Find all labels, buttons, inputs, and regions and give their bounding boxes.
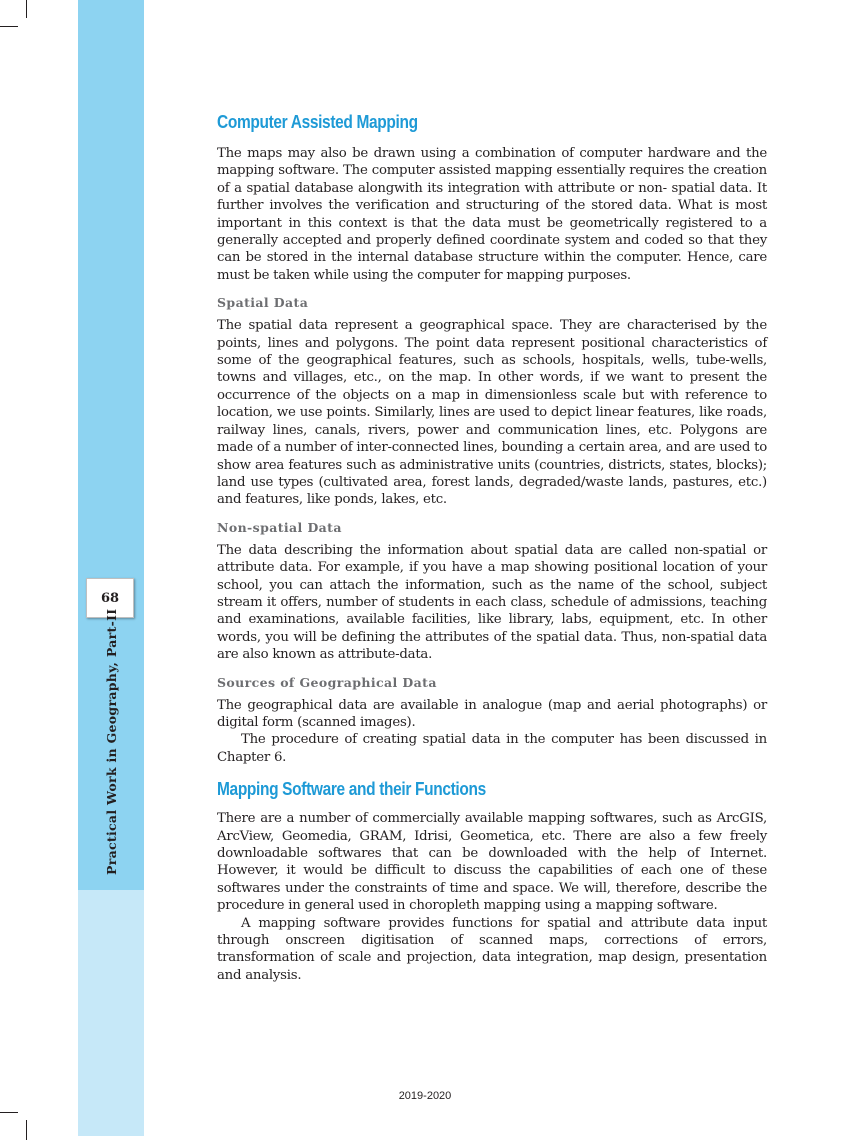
page-number: 68	[86, 578, 134, 618]
paragraph-mapping-software-2: A mapping software provides functions for spatial and attribute data input through onscreen digitisation of scanned maps, corrections of errors, transformation of scale and projection, data integration, map design, presentation and analysis.	[217, 915, 767, 983]
spine-book-title: Practical Work in Geography, Part-II	[104, 608, 119, 875]
crop-mark-bottom-vertical	[26, 1120, 27, 1140]
crop-mark-top-horizontal	[0, 26, 18, 27]
paragraph-computer-assisted-mapping: The maps may also be drawn using a combination of computer hardware and the mapping software. The computer assisted mapping essentially requires the creation of a spatial database alongwith its integration with attribute or non- spatial data. It further involves the verification and structuring of the stored data. What is most important in this context is that the data must be geometrically registered to a generally accepted and properly defined coordinate system and coded so that they can be stored in the internal database structure within the computer. Hence, care must be taken while using the computer for mapping purposes.	[217, 146, 767, 283]
paragraph-spatial-data: The spatial data represent a geographical space. They are characterised by the points, lines and polygons. The point data represent positional characteristics of some of the geographical features, such as schools, hospitals, wells, tube-wells, towns and villages, etc., on the map. In other words, if we want to present the occurrence of the objects on a map in dimensionless scale but with reference to location, we use points. Similarly, lines are used to depict linear features, like roads, railway lines, canals, rivers, power and communication lines, etc. Polygons are made of a number of inter-connected lines, bounding a certain area, and are used to show area features such as administrative units (countries, districts, states, blocks); land use types (cultivated area, forest lands, degraded/waste lands, pastures, etc.) and features, like ponds, lakes, etc.	[217, 318, 767, 508]
subheading-sources-of-geographical-data: Sources of Geographical Data	[217, 674, 437, 690]
subheading-non-spatial-data: Non-spatial Data	[217, 519, 342, 535]
crop-mark-bottom-horizontal	[0, 1112, 18, 1113]
paragraph-sources-2: The procedure of creating spatial data in the computer has been discussed in Chapter 6.	[217, 732, 767, 765]
paragraph-non-spatial-data: The data describing the information about spatial data are called non-spatial or attribute data. For example, if you have a map showing positional location of your school, you can attach the information, such as the name of the school, subject stream it offers, number of students in each class, schedule of admissions, teaching and examinations, available facilities, like library, labs, equipment, etc. In other words, you will be defining the attributes of the spatial data. Thus, non-spatial data are also known as attribute-data.	[217, 542, 767, 663]
crop-mark-top-vertical	[26, 0, 27, 18]
paragraph-mapping-software-1: There are a number of commercially available mapping softwares, such as ArcGIS, ArcView, Geomedia, GRAM, Idrisi, Geometica, etc. There are also a few freely downloadable softwares that can be downloaded with the help of Internet. However, it would be difficult to discuss the capabilities of each one of these softwares under the constraints of time and space. We will, therefore, describe the procedure in general used in choropleth mapping using a mapping software.	[217, 811, 767, 914]
paragraph-sources-1: The geographical data are available in analogue (map and aerial photographs) or digital form (scanned images).	[217, 697, 767, 730]
footer-year: 2019-2020	[398, 1090, 452, 1102]
subheading-spatial-data: Spatial Data	[217, 295, 309, 311]
heading-mapping-software: Mapping Software and their Functions	[217, 779, 486, 800]
main-content	[217, 112, 767, 984]
heading-computer-assisted-mapping: Computer Assisted Mapping	[217, 112, 418, 132]
